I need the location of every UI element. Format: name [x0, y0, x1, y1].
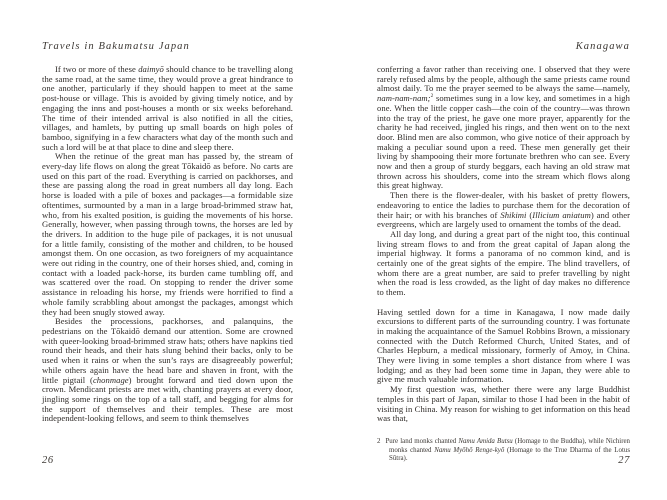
footnote — [377, 438, 630, 464]
paragraph: My first question was, whether there were any large Buddhist temples in this part of Japan, similar to those I had been in the habit of visiting in China. My reason for wishing to get information on this head was that, — [377, 384, 630, 424]
page-number-left: 26 — [42, 455, 54, 466]
paragraph: All day long, and during a great part of the night too, this continual living stream flows to and from the great capital of Japan along the imperial highway. It forms a panorama of no common kind, and is certainly one of the great sights of the empire. The blind travellers, of whom there are a great number, are said to prefer travelling by night when the road is less crowded, as the light of day makes no difference to them. — [377, 228, 630, 298]
running-header-left: Travels in Bakumatsu Japan — [42, 41, 190, 52]
footnote-text: Pure land monks chanted Namu Amida Butsu (Homage to the Buddha), while Nichiren monks chanted Namu Myōhō Renge-kyō (Homage to the True Dharma of the Lotus Sūtra). — [385, 438, 631, 463]
paragraph: Having settled down for a time in Kanagawa, I now made daily excursions to different parts of the surrounding country. I was fortunate in making the acquaintance of the Samuel Robbins Brown, a missionary connected with the Dutch Reformed Church, United States, and of Charles Hepburn, a medical missionary, formerly of Amoy, in China. They were living in some temples a short distance from where I was lodging; and as they had been some time in Japan, they were able to give me much valuable information. — [377, 306, 630, 385]
running-header-right: Kanagawa — [575, 41, 630, 52]
left-page-body — [42, 65, 293, 424]
paragraph: conferring a favor rather than receiving one. I observed that they were rarely refused alms by the people, although the same priests came round almost daily. To me the prayer seemed to be always the same—namely, nam-nam-nam;$^2$ sometimes sung in a low key, and sometimes in a high one. When the little copper cash—the coin of the country—was thrown into the tray of the priest, he gave one more prayer, apparently for the charity he had received, jingled his rings, and then went on to the next door. Blind men are also common, who give notice of their approach by making a peculiar sound upon a reed. These men generally get their living by shampooing their more fortunate brethren who can see. Every now and then a group of sturdy beggars, each having an old straw mat thrown across his shoulders, come into the stream which flows along this great highway. — [377, 64, 630, 191]
left-page — [42, 0, 293, 500]
right-page-body — [377, 65, 630, 424]
paragraph: Besides the processions, packhorses, and palanquins, the pedestrians on the Tōkaidō demand our attention. Some are crowned with queer-looking broad-brimmed straw hats; others have napkins tied round their heads, and their hats slung behind their backs, only to be used when it rains or when the sun’s rays are disagreeably powerful; while others again have the head bare and shaven in front, with the little pigtail (chonmage) brought forward and tied down upon the crown. Mendicant priests are met with, chanting prayers at every door, jingling some rings on the top of a tall staff, and begging for alms for the support of themselves and their temples. These are most independent-looking fellows, and seem to think themselves — [42, 316, 293, 424]
right-page — [377, 0, 630, 500]
page-number-right: 27 — [618, 455, 630, 466]
paragraph: If two or more of these daimyō should chance to be travelling along the same road, at the same time, they would prove a great hindrance to one another, particularly if they should happen to meet at the same post-house or village. This is avoided by giving timely notice, and by engaging the inns and post-houses a month or six weeks beforehand. The time of their intended arrival is also notified in all the cities, villages, and hamlets, by putting up small boards on high poles of bamboo, signifying in a few characters what day of the month such and such a lord will be at that place to dine and sleep there. — [42, 64, 293, 152]
paragraph: When the retinue of the great man has passed by, the stream of every-day life flows on along the great Tōkaidō as before. No carts are used on this part of the road. Everything is carried on packhorses, and these are passing along the road in great numbers all day long. Each horse is loaded with a pile of boxes and packages—a formidable size oftentimes, surmounted by a man in a large broad-brimmed straw hat, who, from his exalted position, is guiding the movements of his horse. Generally, however, when passing through towns, the horses are led by the drivers. In addition to the huge pile of packages, it is not unusual for a little family, consisting of the mother and children, to be housed amongst them. On one occasion, as two foreigners of my acquaintance were out riding in the country, one of their horses shied, and, coming in contact with a loaded pack-horse, its burden came tumbling off, and was scattered over the road. On stopping to render the driver some assistance in reloading his horse, my friends were horrified to find a whole family scrabbling about amongst the packages, amongst which they had been snugly stowed away. — [42, 151, 293, 317]
paragraph: Then there is the flower-dealer, with his basket of pretty flowers, endeavoring to entice the ladies to purchase them for the decoration of their hair; or with his branches of Shikimi (Illicium aniatum) and other evergreens, which are largely used to ornament the tombs of the dead. — [377, 190, 630, 230]
footnote-marker: 2 — [377, 438, 381, 445]
